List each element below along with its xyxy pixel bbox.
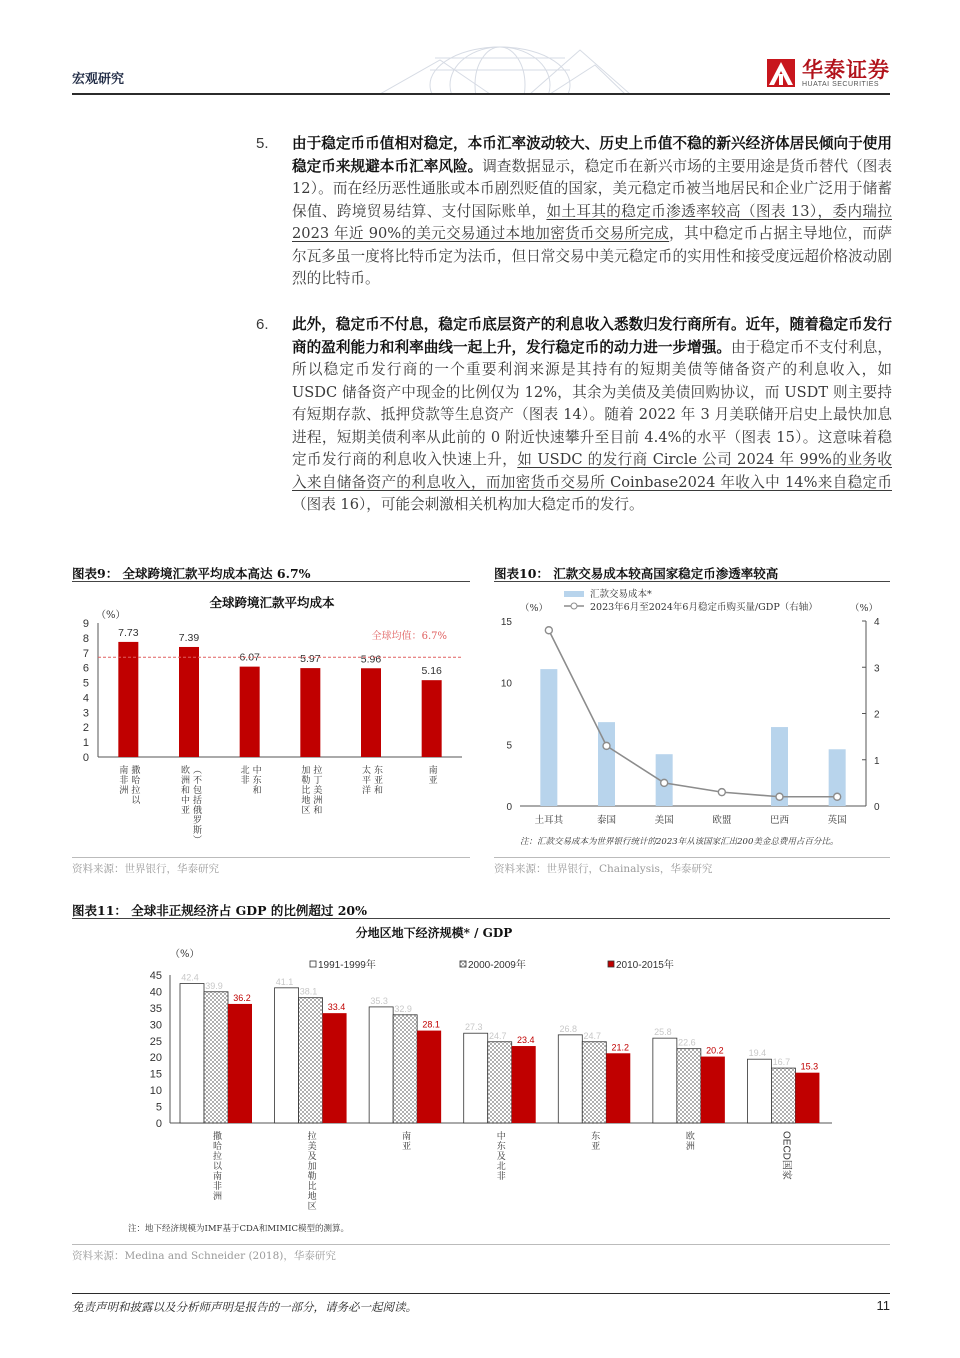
- fig11-bar: [701, 1057, 725, 1123]
- fig11-value-label: 24.7: [583, 1030, 602, 1041]
- header-globe-decoration: [380, 40, 630, 95]
- fig9-category-label: 欧洲和中亚: [179, 765, 189, 815]
- fig10-category-label: 美国: [654, 815, 674, 826]
- paragraph-text: 调查数据显示，稳定币在新兴市场的主要用途是货币替代（图表 12）。而在经历恶性通胀或本币剧烈贬值的国家，美元稳定币被当地居民和企业广泛用于储蓄保值、跨境贸易结算、支付国际账单，: [292, 157, 892, 220]
- fig11-category-label: 欧洲: [683, 1131, 694, 1151]
- fig9-y-tick: 7: [82, 647, 89, 660]
- page-number: 11: [876, 1298, 890, 1313]
- paragraph-tail: （图表 16），可能会刺激相关机构加大稳定币的发行。: [292, 496, 644, 513]
- fig10-chart: [494, 585, 890, 850]
- fig10-category-label: 巴西: [769, 815, 790, 826]
- fig9-category-label: 南非洲: [117, 765, 128, 795]
- fig9-rule: [72, 581, 470, 582]
- fig11-y-tick: 15: [149, 1068, 162, 1081]
- fig11-value-label: 36.2: [233, 992, 251, 1003]
- fig11-y-tick: 45: [149, 970, 162, 982]
- fig10-legend-bar-swatch: [564, 591, 584, 597]
- fig11-y-tick: 20: [149, 1052, 162, 1065]
- paragraph-text: 由于稳定币不支付利息，所以稳定币发行商的一个重要利润来源是其持有的短期美债等储备资产的利息收入，如 USDC 储备资产中现金的比例仅为 12%，其余为美债及美债回购协议，而 USDT 则主要持有短期存款、抵押贷款等生息资产（图表 14）。随着 2022 年 3 月美联储开启史上最快加息进程，短期美债利率从此前的 0 附近快速攀升至目前 4.4%的水平（图表 15）。这意味着稳定币发行商的利息收入快速上升，: [292, 338, 892, 468]
- fig10-source: 资料来源：世界银行，Chainalysis，华泰研究: [494, 863, 713, 875]
- fig10-category-label: 泰国: [596, 815, 617, 826]
- fig11-y-tick: 25: [149, 1035, 162, 1048]
- fig11-bar: [417, 1031, 441, 1123]
- fig9-y-tick: 8: [82, 632, 89, 645]
- fig9-bar: [422, 680, 442, 757]
- fig10-line-point: [776, 793, 783, 800]
- fig9-value-label: 7.73: [118, 626, 139, 639]
- fig10-left-tick: 10: [500, 678, 512, 690]
- fig9-bar: [118, 642, 138, 757]
- fig10-right-tick: 3: [874, 663, 880, 675]
- paragraph-number: 5.: [256, 135, 269, 152]
- fig10-bottom-rule: [494, 857, 890, 858]
- paragraph-lead: 此外，稳定币不付息，稳定币底层资产的利息收入悉数归发行商所有。近年，随着稳定币发行商的盈利能力和利率曲线一起上升，发行稳定币的动力进一步增强。: [292, 316, 892, 356]
- fig11-bar: [512, 1046, 536, 1123]
- fig10-left-unit: （%）: [520, 603, 549, 614]
- fig11-category-label: 东亚: [589, 1131, 600, 1151]
- fig9-y-tick: 2: [82, 722, 89, 735]
- fig9-y-tick: 0: [82, 752, 89, 764]
- fig9-category-label: 加勒比地区: [299, 765, 310, 815]
- fig10-line-point: [545, 627, 552, 634]
- fig11-bar: [488, 1042, 512, 1123]
- fig9-chart: [72, 585, 470, 850]
- fig11-value-label: 20.2: [706, 1045, 724, 1056]
- fig11-bar: [747, 1059, 771, 1123]
- fig11-bar: [299, 998, 323, 1123]
- fig9-category-label: 中东和: [250, 765, 261, 795]
- fig11-category-label: OECD国家: [780, 1131, 792, 1180]
- fig9-category-label: 撒哈拉以: [129, 765, 140, 805]
- huatai-logo-icon: [766, 58, 796, 88]
- fig11-bar: [795, 1073, 819, 1123]
- fig9-bar: [361, 668, 381, 757]
- fig11-legend-label: 2000-2009年: [468, 960, 526, 971]
- fig11-rule: [72, 918, 890, 919]
- fig11-bottom-rule: [72, 1244, 890, 1245]
- fig10-line-point: [718, 789, 725, 796]
- fig11-bar: [771, 1068, 795, 1123]
- fig10-line-point: [661, 779, 668, 786]
- fig11-value-label: 35.3: [370, 995, 388, 1006]
- paragraph-6: [256, 314, 892, 517]
- fig11-source: 资料来源：Medina and Schneider (2018)，华泰研究: [72, 1250, 336, 1262]
- footer-disclaimer: 免责声明和披露以及分析师声明是报告的一部分，请务必一起阅读。: [72, 1300, 417, 1314]
- fig11-bar: [653, 1038, 677, 1123]
- fig11-value-label: 42.4: [181, 972, 199, 983]
- fig10-right-tick: 2: [874, 709, 880, 721]
- fig9-category-label: 太平洋: [360, 765, 370, 795]
- fig11-note: 注：地下经济规模为IMF基于CDA和MIMIC模型的测算。: [128, 1224, 350, 1234]
- fig11-value-label: 15.3: [800, 1061, 819, 1072]
- fig11-bar: [558, 1035, 582, 1123]
- fig10-left-tick: 5: [506, 740, 512, 752]
- logo-english: HUATAI SECURITIES: [802, 80, 880, 88]
- fig11-bar: [369, 1007, 393, 1123]
- fig9-y-tick: 4: [82, 692, 89, 705]
- fig11-value-label: 33.4: [327, 1002, 346, 1013]
- fig11-value-label: 39.9: [205, 980, 223, 991]
- fig11-value-label: 41.1: [275, 976, 294, 987]
- fig11-value-label: 28.1: [422, 1019, 440, 1030]
- fig11-value-label: 25.8: [654, 1027, 672, 1038]
- fig11-chart-title: 分地区地下经济规模* / GDP: [355, 926, 513, 940]
- fig9-y-tick: 5: [82, 677, 89, 690]
- fig10-right-unit: （%）: [850, 603, 879, 614]
- fig9-bar: [300, 668, 320, 757]
- fig11-bar: [393, 1015, 417, 1123]
- fig9-value-label: 5.16: [421, 665, 442, 678]
- fig11-chart: [72, 921, 890, 1239]
- paragraph-tail: ，其中稳定币占据主导地位，而萨尔瓦多虽一度将比特币定为法币，但日常交易中美元稳定币的实用性和接受度远超价格波动剧烈的比特币。: [292, 225, 892, 287]
- paragraph-underlined: 如 USDC 的发行商 Circle 公司 2024 年 99%的业务收入来自储备资产的利息收入，而加密货币交易所 Coinbase2024 年收入中 14%来自稳定币: [292, 451, 892, 491]
- fig9-value-label: 5.96: [360, 653, 382, 666]
- fig11-y-tick: 0: [155, 1118, 162, 1130]
- fig9-bar: [179, 647, 199, 757]
- fig9-category-label: 东亚和: [372, 765, 382, 795]
- fig9-value-label: 6.07: [239, 651, 260, 664]
- fig11-value-label: 27.3: [464, 1022, 483, 1033]
- fig11-legend-swatch: [608, 961, 614, 967]
- fig11-category-label: 撒哈拉以南非洲: [211, 1131, 221, 1201]
- fig10-left-tick: 15: [500, 617, 512, 628]
- paragraph-underlined: 如土耳其的稳定币渗透率较高（图表 13），委内瑞拉 2023 年近 90%的美元交易通过本地加密货币交易所完成: [292, 202, 892, 242]
- fig11-value-label: 24.7: [488, 1030, 507, 1041]
- fig10-line: [549, 630, 837, 797]
- fig9-category-label: （不包括俄罗斯）: [191, 765, 201, 845]
- fig9-average-label: 全球均值：6.7%: [371, 631, 447, 643]
- paragraph-lead: 由于稳定币币值相对稳定，本币汇率波动较大、历史上币值不稳的新兴经济体居民倾向于使用稳定币来规避本币汇率风险。: [292, 135, 892, 175]
- fig10-bar: [540, 669, 557, 806]
- fig10-right-tick: 0: [874, 802, 880, 813]
- fig11-value-label: 22.6: [678, 1037, 696, 1048]
- company-logo: [766, 58, 890, 88]
- fig10-category-label: 欧盟: [712, 815, 732, 826]
- fig9-chart-title: 全球跨境汇款平均成本: [209, 595, 335, 610]
- fig10-legend-line: 2023年6月至2024年6月稳定币购买量/GDP（右轴）: [590, 602, 818, 613]
- fig11-category-label: 拉美及加勒比地区: [305, 1131, 316, 1211]
- fig11-bar: [204, 992, 228, 1123]
- fig9-unit: （%）: [96, 610, 126, 621]
- footer-divider: [72, 1293, 890, 1294]
- fig11-value-label: 21.2: [611, 1042, 630, 1053]
- fig10-category-label: 英国: [827, 815, 847, 826]
- fig9-y-tick: 9: [82, 618, 89, 630]
- fig11-value-label: 19.4: [748, 1048, 767, 1059]
- fig11-legend-swatch: [310, 961, 316, 967]
- fig11-value-label: 23.4: [516, 1035, 535, 1046]
- fig9-category-label: 北非: [238, 765, 249, 785]
- fig11-bar: [606, 1053, 630, 1123]
- fig10-legend-marker: [571, 603, 577, 609]
- fig11-y-tick: 40: [149, 986, 162, 999]
- fig11-bar: [582, 1042, 606, 1123]
- fig11-legend-swatch: [460, 961, 466, 967]
- fig11-value-label: 38.1: [299, 986, 318, 997]
- fig11-legend-label: 2010-2015年: [616, 960, 674, 971]
- fig11-legend-label: 1991-1999年: [318, 960, 376, 971]
- fig10-right-tick: 1: [874, 755, 880, 767]
- fig11-bar: [275, 988, 299, 1123]
- fig11-bar: [180, 984, 204, 1123]
- fig11-value-label: 16.7: [772, 1057, 791, 1068]
- fig10-right-tick: 4: [874, 617, 880, 628]
- fig9-y-tick: 3: [82, 707, 89, 720]
- fig10-caption: 图表10： 汇款交易成本较高国家稳定币渗透率较高: [494, 566, 779, 581]
- fig9-y-tick: 6: [82, 662, 89, 675]
- fig10-line-point: [603, 742, 610, 749]
- fig11-value-label: 32.9: [394, 1003, 412, 1014]
- fig10-line-point: [834, 793, 841, 800]
- fig11-y-tick: 10: [149, 1085, 162, 1098]
- fig11-category-label: 中东及北非: [494, 1131, 505, 1181]
- fig11-caption: 图表11： 全球非正规经济占 GDP 的比例超过 20%: [72, 903, 367, 918]
- fig9-value-label: 7.39: [178, 631, 200, 644]
- fig11-y-tick: 35: [149, 1002, 162, 1015]
- fig10-category-label: 土耳其: [534, 815, 564, 826]
- paragraph-5: [256, 133, 892, 291]
- fig10-left-tick: 0: [506, 802, 512, 813]
- fig10-note: 注：汇款交易成本为世界银行统计的2023年从该国家汇出200美金总费用占百分比。: [520, 837, 839, 847]
- fig11-unit: （%）: [170, 949, 200, 960]
- fig11-bar: [464, 1033, 488, 1123]
- fig10-rule: [494, 581, 890, 582]
- fig9-y-tick: 1: [82, 737, 89, 750]
- fig9-bar: [240, 667, 260, 757]
- fig10-legend-bar: 汇款交易成本*: [590, 589, 652, 600]
- fig11-bar: [323, 1013, 347, 1123]
- fig9-value-label: 5.97: [300, 653, 321, 666]
- fig11-bar: [677, 1049, 701, 1123]
- fig9-bottom-rule: [72, 857, 470, 858]
- fig11-value-label: 26.8: [559, 1023, 578, 1034]
- fig11-category-label: 南亚: [400, 1131, 411, 1151]
- fig11-y-tick: 5: [155, 1101, 162, 1114]
- header-divider: [72, 93, 890, 95]
- fig9-source: 资料来源：世界银行，华泰研究: [72, 863, 219, 875]
- fig11-bar: [228, 1004, 252, 1123]
- fig9-caption: 图表9： 全球跨境汇款平均成本高达 6.7%: [72, 566, 311, 581]
- paragraph-number: 6.: [256, 316, 269, 333]
- section-label: 宏观研究: [72, 72, 125, 87]
- fig9-category-label: 拉丁美洲和: [311, 765, 322, 815]
- logo-chinese: 华泰证券: [802, 57, 890, 82]
- fig11-y-tick: 30: [149, 1019, 162, 1032]
- fig9-category-label: 南亚: [426, 765, 437, 785]
